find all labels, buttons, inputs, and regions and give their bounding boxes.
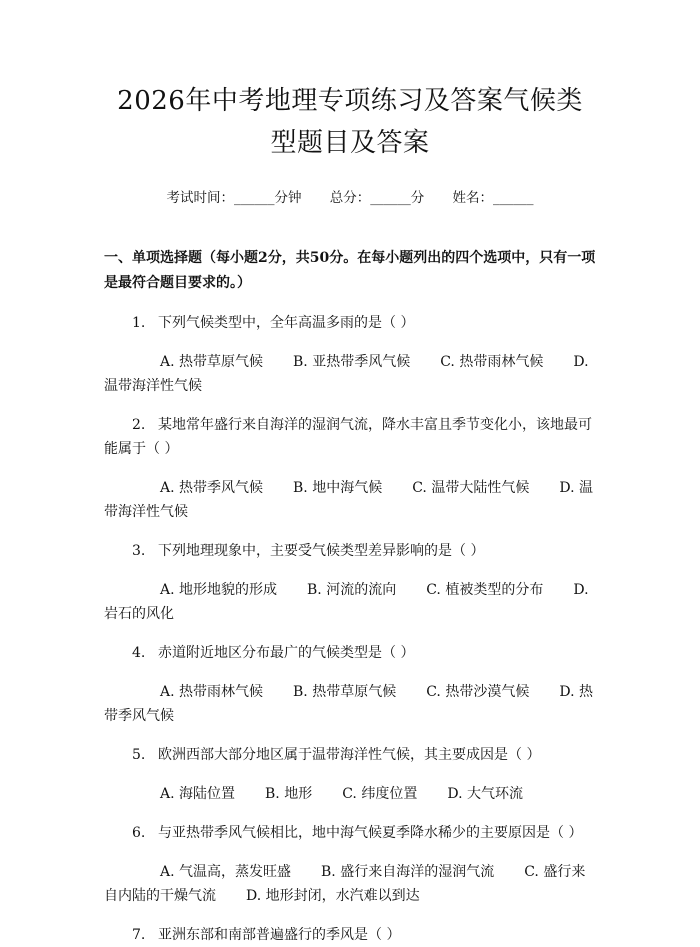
- option-b: B. 热带草原气候: [293, 684, 397, 700]
- question-item: [104, 413, 596, 524]
- option-a: A. 地形地貌的形成: [160, 582, 278, 598]
- question-text: [104, 413, 596, 461]
- exam-time: 考试时间：______分钟: [166, 190, 302, 206]
- question-number: 3.: [132, 543, 146, 559]
- question-stem: 亚洲东部和南部普遍盛行的季风是（ ）: [158, 927, 401, 943]
- question-number: 4.: [132, 645, 146, 661]
- question-item: [104, 641, 596, 728]
- question-text: [104, 821, 596, 845]
- option-b: B. 地中海气候: [293, 480, 383, 496]
- total-score: 总分：______分: [329, 190, 425, 206]
- option-d: D. 地形封闭，水汽难以到达: [246, 888, 420, 904]
- question-number: 1.: [132, 315, 146, 331]
- question-number: 5.: [132, 747, 146, 763]
- option-d: D. 温带海洋性气候: [104, 354, 589, 394]
- option-c: C. 温带大陆性气候: [412, 480, 530, 496]
- question-number: 7.: [132, 927, 146, 943]
- question-number: 6.: [132, 825, 146, 841]
- option-c: C. 纬度位置: [342, 786, 418, 802]
- question-item: [104, 923, 596, 947]
- option-b: B. 河流的流向: [307, 582, 397, 598]
- options: [104, 350, 596, 398]
- options: [104, 860, 596, 908]
- question-stem: 某地常年盛行来自海洋的湿润气流，降水丰富且季节变化小，该地最可能属于（ ）: [104, 417, 592, 457]
- option-a: A. 气温高，蒸发旺盛: [160, 864, 292, 880]
- option-b: B. 地形: [265, 786, 313, 802]
- question-text: [104, 539, 596, 563]
- section-heading: 一、单项选择题（每小题2分，共50分。在每小题列出的四个选项中，只有一项是最符合题目要求的。）: [104, 250, 596, 291]
- question-text: [104, 311, 596, 335]
- option-c: C. 植被类型的分布: [426, 582, 544, 598]
- question-number: 2.: [132, 417, 146, 433]
- option-c: C. 热带沙漠气候: [426, 684, 530, 700]
- option-d: D. 热带季风气候: [104, 684, 593, 724]
- option-b: B. 亚热带季风气候: [293, 354, 411, 370]
- question-text: [104, 923, 596, 947]
- option-a: A. 海陆位置: [160, 786, 236, 802]
- option-d: D. 温带海洋性气候: [104, 480, 593, 520]
- option-a: A. 热带季风气候: [160, 480, 264, 496]
- page-title: 2026年中考地理专项练习及答案气候类型题目及答案: [117, 86, 583, 158]
- question-list: [104, 311, 596, 947]
- options: [104, 782, 596, 806]
- student-name: 姓名：______: [452, 190, 534, 206]
- question-item: [104, 539, 596, 626]
- question-stem: 下列气候类型中，全年高温多雨的是（ ）: [158, 315, 415, 331]
- option-a: A. 热带草原气候: [160, 354, 264, 370]
- option-d: D. 岩石的风化: [104, 582, 589, 622]
- question-stem: 与亚热带季风气候相比，地中海气候夏季降水稀少的主要原因是（ ）: [158, 825, 583, 841]
- exam-info: [104, 188, 596, 208]
- option-b: B. 盛行来自海洋的湿润气流: [321, 864, 495, 880]
- option-c: C. 热带雨林气候: [440, 354, 544, 370]
- question-text: [104, 743, 596, 767]
- options: [104, 578, 596, 626]
- question-stem: 赤道附近地区分布最广的气候类型是（ ）: [158, 645, 415, 661]
- question-item: [104, 821, 596, 908]
- question-text: [104, 641, 596, 665]
- options: [104, 476, 596, 524]
- option-d: D. 大气环流: [447, 786, 523, 802]
- question-item: [104, 743, 596, 806]
- options: [104, 680, 596, 728]
- option-c: C. 盛行来自内陆的干燥气流: [104, 864, 586, 904]
- question-stem: 下列地理现象中，主要受气候类型差异影响的是（ ）: [158, 543, 485, 559]
- question-item: [104, 311, 596, 398]
- option-a: A. 热带雨林气候: [160, 684, 264, 700]
- question-stem: 欧洲西部大部分地区属于温带海洋性气候，其主要成因是（ ）: [158, 747, 541, 763]
